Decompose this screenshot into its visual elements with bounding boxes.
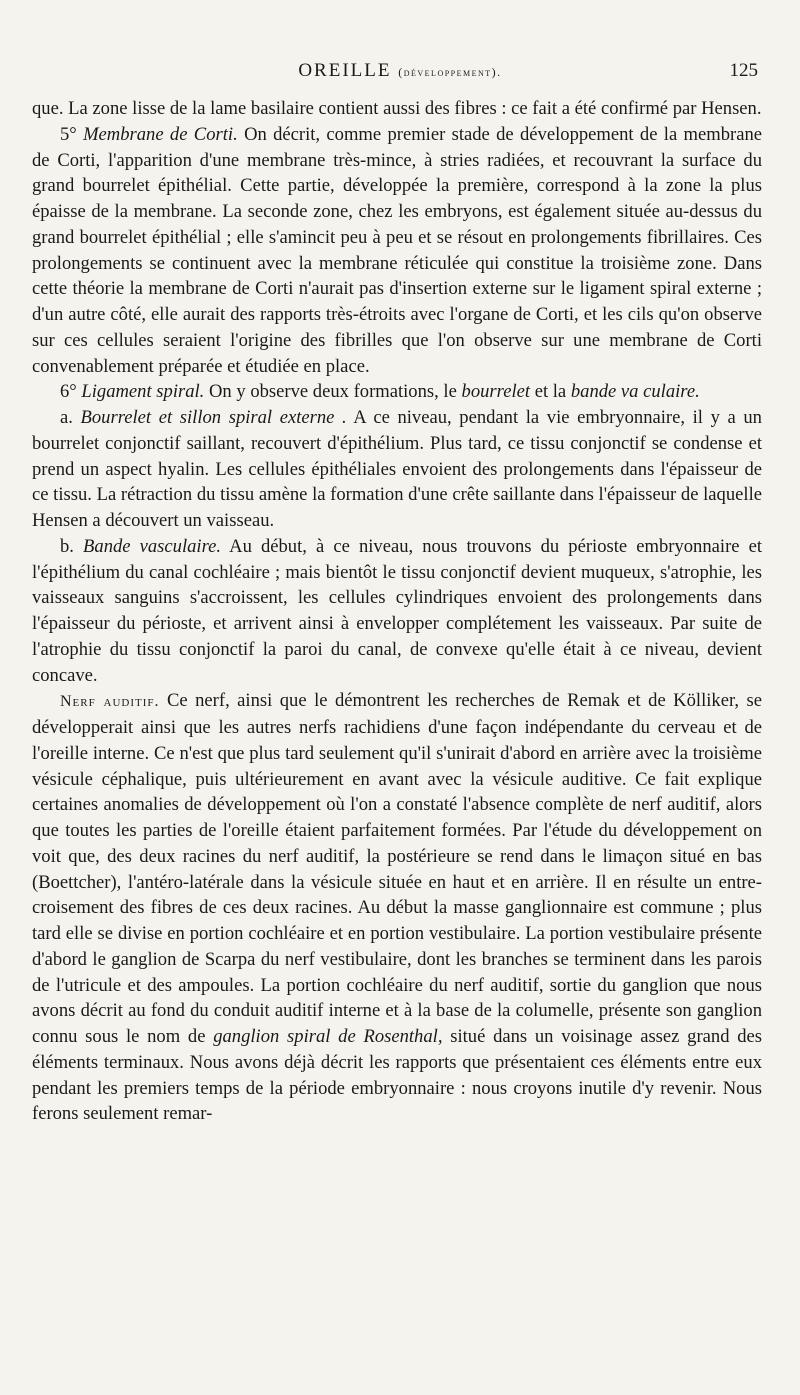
paragraph-text: On décrit, comme premier stade de développement de la membrane de Corti, l'apparition d'une membrane très-mince, à stries radiées, et recouvrant la surface du grand bourrelet épithélial. Cette partie, développée la première, correspond à la zone la plus épaisse de la membrane. La seconde zone, chez les embryons, est également située au-dessus du grand bourrelet épithélial ; elle s'amincit peu à peu et se résout en prolongements fibrillaires. Ces prolongements se continuent avec la membrane réticulée qui constitue la troisième zone. Dans cette théorie la membrane de Corti n'aurait pas d'insertion externe sur le ligament spiral externe ; d'un autre côté, elle aurait des rapports très-étroits avec l'organe de Corti, et les cils qu'on observe sur ces cellules seraient l'origine des fibrilles que l'on observe sur une membrane de Corti convenablement préparée et étudiée en place. <box>32 123 762 377</box>
page-number: 125 <box>729 60 758 81</box>
paragraph-bande-vasculaire <box>32 534 762 689</box>
paragraph-nerf-auditif <box>32 688 762 1127</box>
paragraph-bourrelet-sillon <box>32 405 762 534</box>
body-text <box>32 96 762 1127</box>
emphasis-bourrelet: bourrelet <box>461 381 531 403</box>
paragraph-text: situé dans un voisinage assez grand des éléments terminaux. Nous avons déjà décrit les rapports que présentaient ces éléments entre eux pendant les premiers temps de la période embryonnaire : nous croyons inutile d'y revenir. Nous ferons seulement remar- <box>32 1026 763 1125</box>
paragraph-text: A ce niveau, pendant la vie embryonnaire, il y a un bourrelet conjonctif saillant, recouvert d'épithélium. Plus tard, ce tissu conjonctif se condense et prend un aspect hyalin. Les cellules épithéliales envoient des prolongements dans l'épaisseur de ce tissu. La rétraction du tissu amène la formation d'une crête saillante dans l'épaisseur de laquelle Hensen a découvert un vaisseau. <box>32 407 762 531</box>
running-head <box>42 60 758 90</box>
paragraph-ligament-spiral <box>32 379 762 405</box>
section-heading: Membrane de Corti. <box>83 123 238 145</box>
paragraph-text: et la <box>534 381 567 403</box>
paragraph-text: On y observe deux formations, le <box>209 381 457 403</box>
paragraph-text: que. La zone lisse de la lame basilaire contient aussi des fibres : ce fait a été confirmé par Hensen. <box>32 98 762 119</box>
emphasis-bande-vasculaire: bande va culaire. <box>570 381 700 403</box>
running-head-sub: (développement). <box>398 65 502 79</box>
section-number: 5° <box>60 123 77 145</box>
section-heading: Bourrelet et sillon spiral externe . <box>80 407 347 428</box>
section-heading: Bande vasculaire. <box>83 535 222 557</box>
section-number: 6° <box>60 381 77 403</box>
running-head-title <box>42 60 758 82</box>
running-head-main: OREILLE <box>298 60 392 81</box>
section-number: b. <box>60 535 74 557</box>
section-number: a. <box>60 407 73 428</box>
paragraph-continuation <box>32 96 762 122</box>
paragraph-text: Ce nerf, ainsi que le démontrent les recherches de Remak et de Kölliker, se développerait ainsi que les autres nerfs rachidiens d'une façon indépendante du cerveau et de l'oreille interne. Ce n'est que plus tard seulement qu'il s'unirait d'abord en arrière avec la troisième vésicule céphalique, puis ultérieurement en avant avec la vésicule auditive. Ce fait explique certaines anomalies de développement où l'on a constaté l'absence complète de nerf auditif, alors que toutes les parties de l'oreille étaient parfaitement formées. Par l'étude du développement on voit que, des deux racines du nerf auditif, la postérieure se rend dans le limaçon situé en bas (Boettcher), l'antéro-latérale dans la vésicule située en haut et en arrière. Il en résulte un entre-croisement des fibres de ces deux racines. Au début la masse ganglionnaire est commune ; plus tard elle se divise en portion cochléaire et en portion vestibulaire. La portion vestibulaire présente d'abord le ganglion de Scarpa du nerf vestibulaire, dont les branches se terminent dans les parois de l'utricule et des ampoules. La portion cochléaire du nerf auditif, sortie du ganglion que nous avons décrit au fond du conduit auditif interne et à la base de la columelle, présente son ganglion connu sous le nom de <box>32 690 762 1047</box>
section-heading: Nerf auditif. <box>60 693 160 711</box>
section-heading: Ligament spiral. <box>81 381 205 403</box>
paragraph-text: Au début, à ce niveau, nous trouvons du périoste embryonnaire et l'épithélium du canal cochléaire ; mais bientôt le tissu conjonctif devient muqueux, s'atrophie, les vaisseaux sanguins s'accroissent, les cellules cylindriques envoient des prolongements dans l'épaisseur du périoste, et arrivent ainsi à envelopper complétement les vaisseaux. Par suite de l'atrophie du tissu conjonctif la paroi du canal, de convexe qu'elle était à ce niveau, devient concave. <box>32 535 763 686</box>
paragraph-membrane-de-corti <box>32 122 762 380</box>
emphasis-ganglion-spiral: ganglion spiral de Rosenthal, <box>213 1026 443 1047</box>
